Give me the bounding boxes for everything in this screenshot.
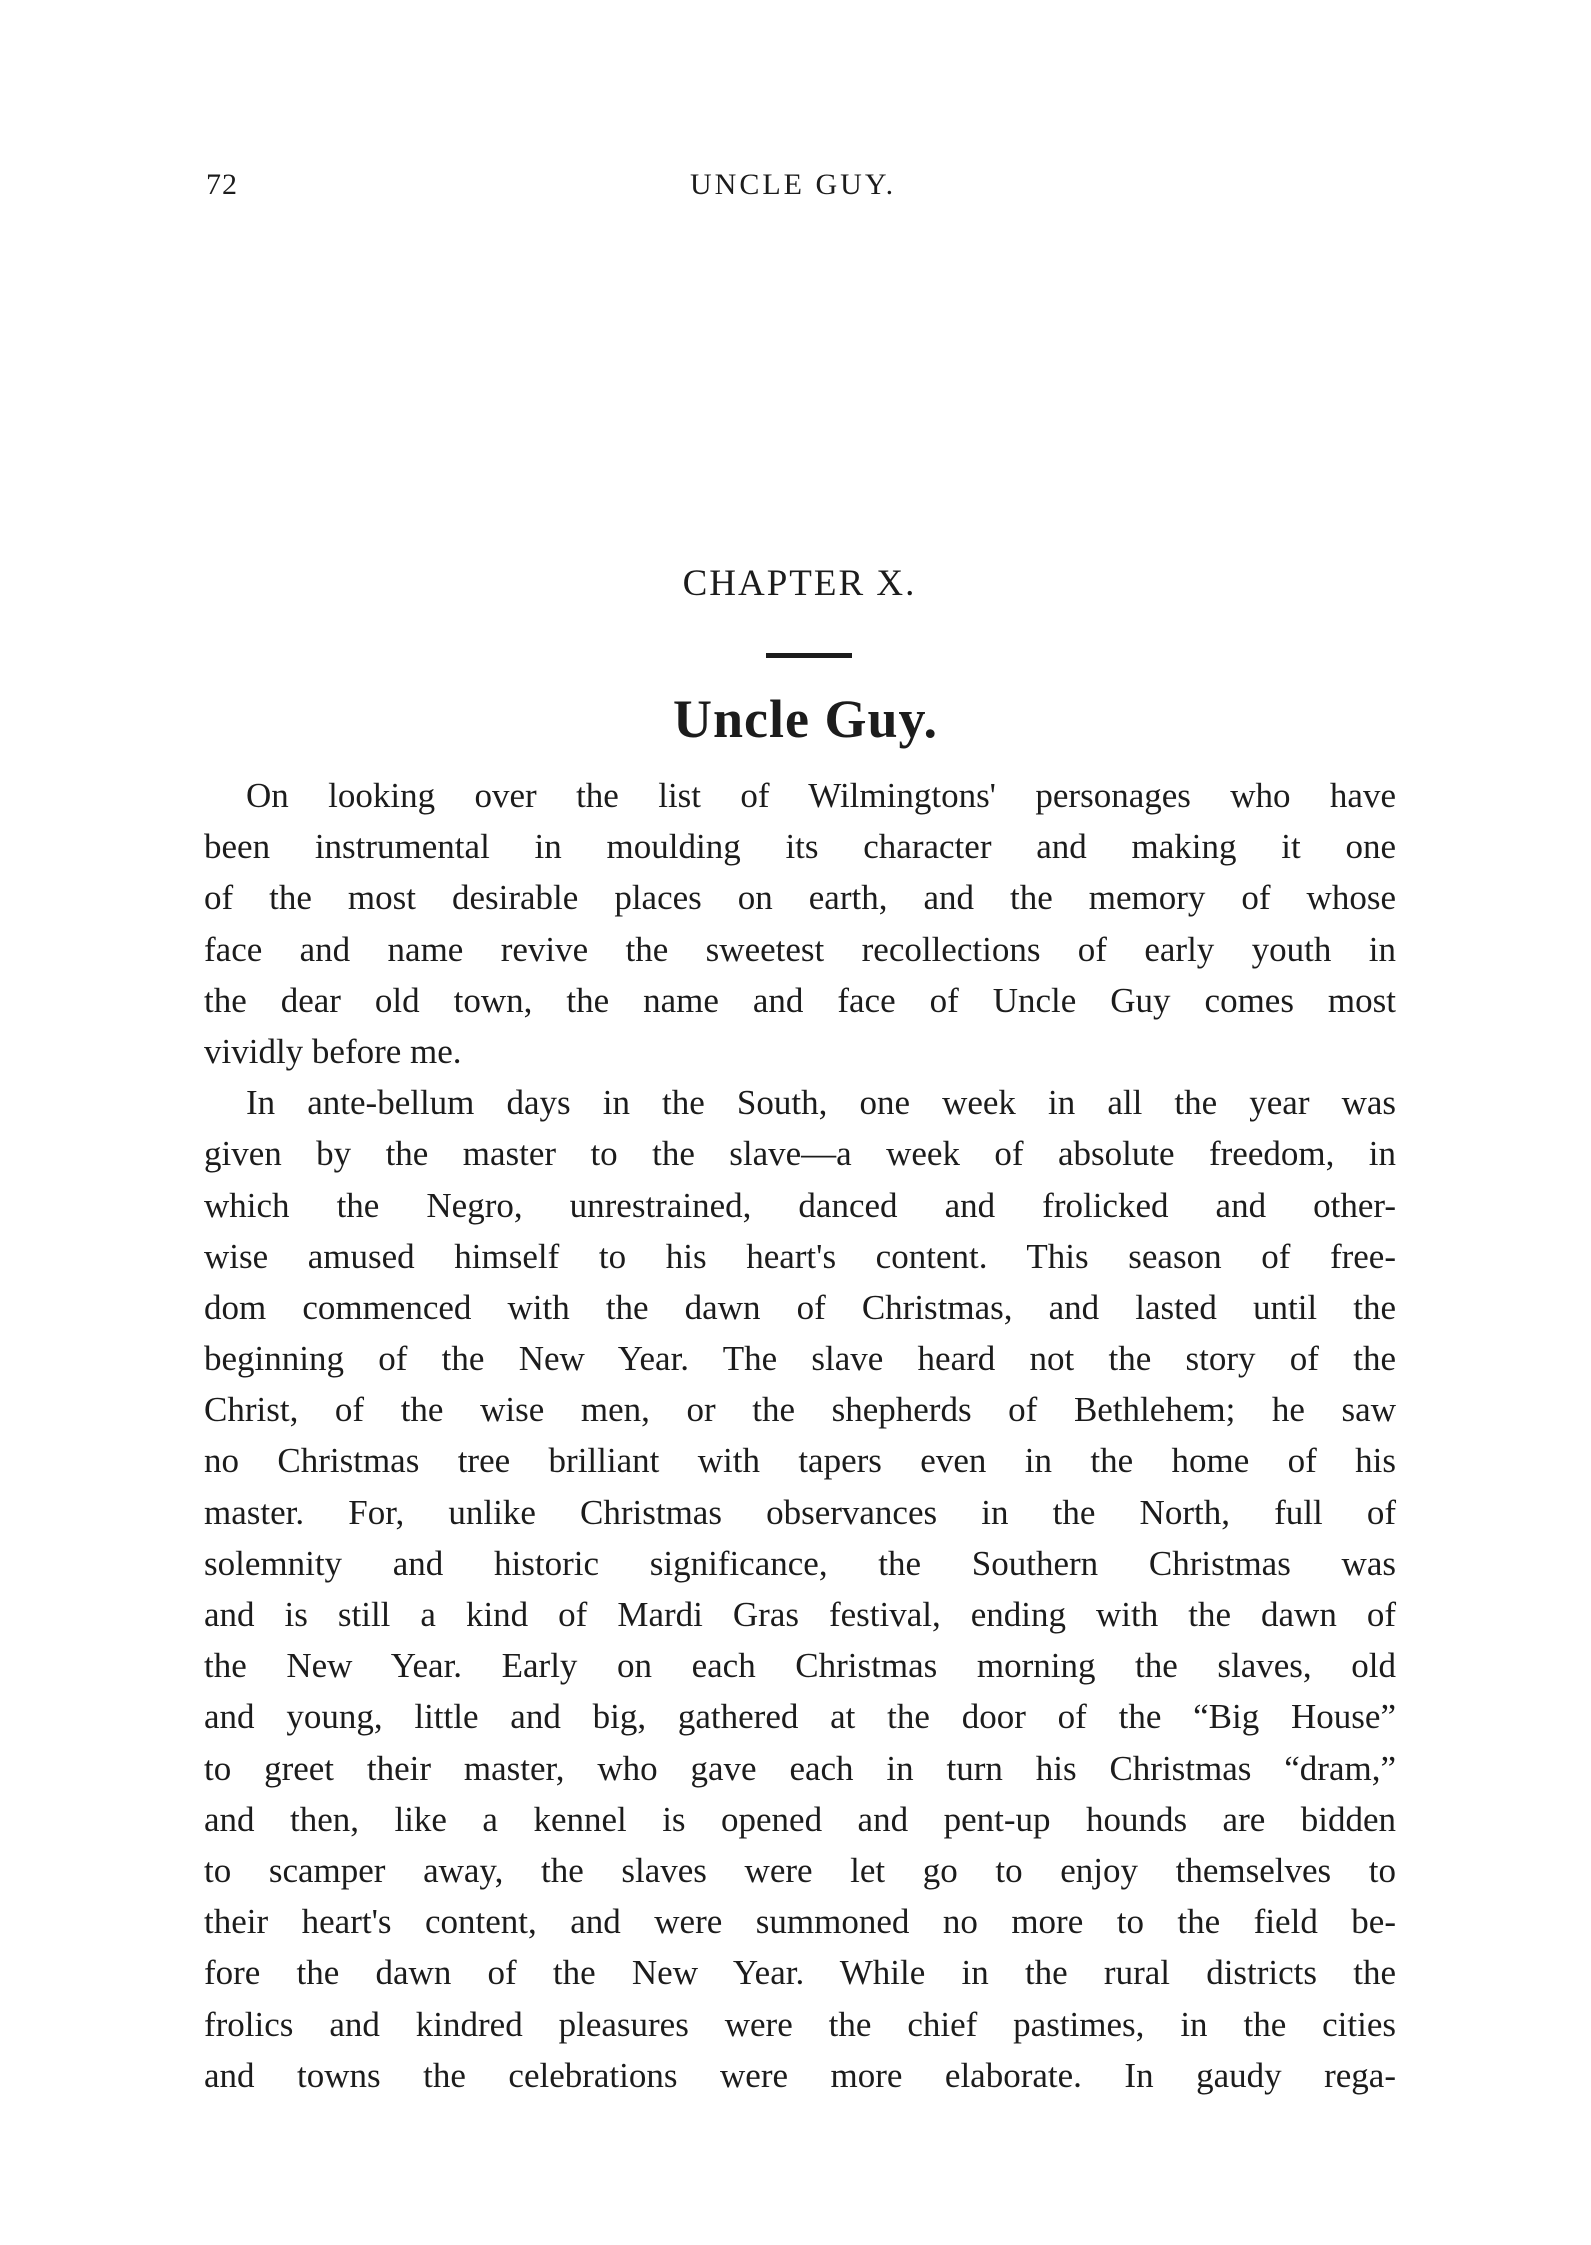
text-line: to scamper away, the slaves were let go to enjoy themselves to [204, 1850, 1396, 1890]
running-head: UNCLE GUY. [690, 168, 897, 201]
text-line: beginning of the New Year. The slave heard not the story of the [204, 1339, 1396, 1379]
text-line: dom commenced with the dawn of Christmas, and lasted until the [204, 1287, 1396, 1327]
text-line: their heart's content, and were summoned no more to the field be- [204, 1902, 1396, 1942]
text-line: and towns the celebrations were more elaborate. In gaudy rega- [204, 2055, 1396, 2095]
text-line: On looking over the list of Wilmingtons' personages who have [246, 776, 1396, 815]
text-line: and is still a kind of Mardi Gras festival, ending with the dawn of [204, 1595, 1396, 1634]
text-line: and young, little and big, gathered at the door of the “Big House” [204, 1697, 1396, 1737]
text-line: to greet their master, who gave each in turn his Christmas “dram,” [204, 1748, 1396, 1788]
text-line: frolics and kindred pleasures were the chief pastimes, in the cities [204, 2004, 1396, 2044]
text-line: and then, like a kennel is opened and pent-up hounds are bidden [204, 1799, 1396, 1839]
text-line: which the Negro, unrestrained, danced and frolicked and other- [204, 1185, 1396, 1225]
chapter-heading: CHAPTER X. [682, 563, 917, 604]
text-line: vividly before me. [204, 1031, 462, 1071]
text-line: master. For, unlike Christmas observances in the North, full of [204, 1492, 1396, 1532]
text-line: fore the dawn of the New Year. While in the rural districts the [204, 1953, 1396, 1993]
chapter-title: Uncle Guy. [672, 689, 939, 749]
text-line: the dear old town, the name and face of Uncle Guy comes most [204, 980, 1396, 1020]
paragraph-2 [204, 1077, 1396, 2101]
title-rule [766, 653, 852, 658]
paragraph-1 [204, 770, 1396, 1077]
text-line: Christ, of the wise men, or the shepherds of Bethlehem; he saw [204, 1390, 1396, 1430]
text-line: been instrumental in moulding its character and making it one [204, 827, 1396, 867]
text-line: no Christmas tree brilliant with tapers even in the home of his [204, 1441, 1396, 1481]
page-number: 72 [206, 168, 238, 201]
text-line: solemnity and historic significance, the Southern Christmas was [204, 1543, 1396, 1583]
text-line: given by the master to the slave—a week of absolute freedom, in [204, 1134, 1396, 1174]
text-line: In ante-bellum days in the South, one week in all the year was [246, 1083, 1396, 1123]
text-line: of the most desirable places on earth, and the memory of whose [204, 878, 1396, 918]
text-line: wise amused himself to his heart's content. This season of free- [204, 1236, 1396, 1276]
text-line: face and name revive the sweetest recollections of early youth in [204, 929, 1396, 969]
body-text [204, 770, 1396, 2101]
text-line: the New Year. Early on each Christmas morning the slaves, old [204, 1646, 1396, 1686]
